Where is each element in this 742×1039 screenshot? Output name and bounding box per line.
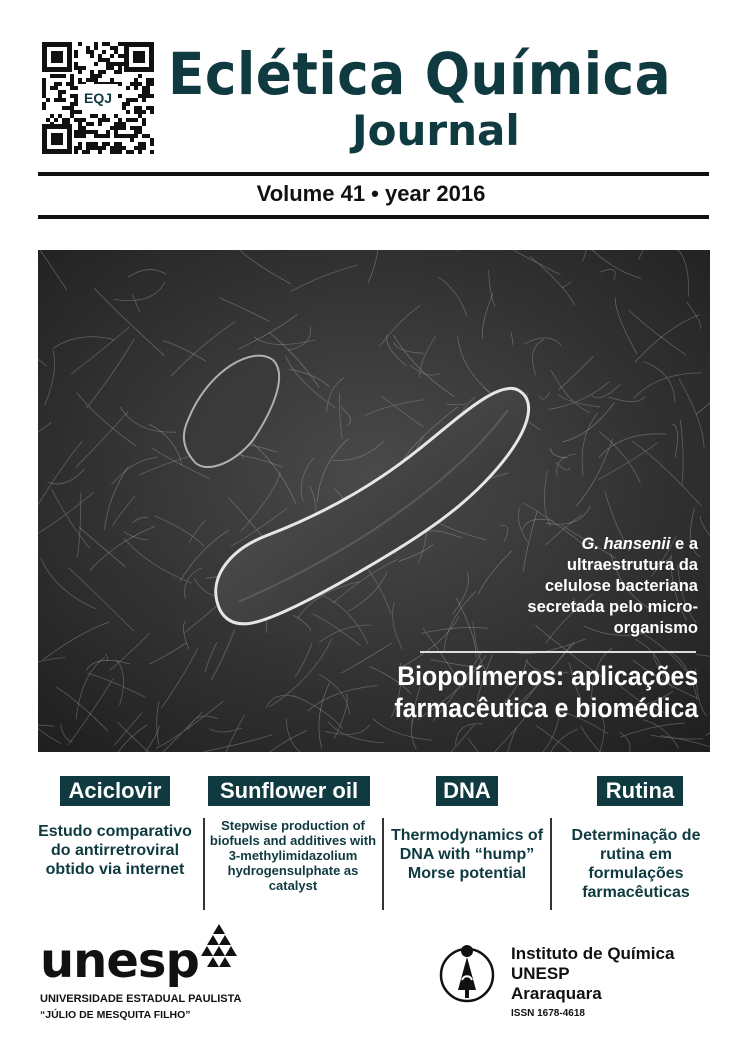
- column-divider: [550, 818, 552, 910]
- cover-divider: [420, 651, 696, 653]
- cover-caption: [438, 534, 698, 639]
- article-line: farmacêuticas: [582, 884, 690, 901]
- institute-emblem-icon: [438, 942, 496, 1004]
- institute-name: [511, 944, 674, 1004]
- article-dna-title: [384, 826, 550, 883]
- article-tag-rutina: Rutina: [597, 776, 683, 806]
- unesp-university-name: UNIVERSIDADE ESTADUAL PAULISTA: [40, 993, 242, 1005]
- caption-species: G. hansenii: [581, 535, 671, 553]
- article-line: Estudo comparativo: [38, 823, 192, 840]
- journal-subtitle: Journal: [352, 106, 520, 155]
- unesp-triangles-icon: [196, 922, 242, 968]
- article-line: Thermodynamics of: [390, 827, 544, 844]
- article-line: Morse potential: [407, 865, 527, 882]
- volume-year: Volume 41 • year 2016: [256, 181, 486, 206]
- institute-line: UNESP: [511, 964, 570, 983]
- article-line: do antirretroviral: [50, 842, 180, 859]
- article-line: DNA with “hump”: [399, 846, 535, 863]
- caption-line: secretada pelo micro-: [527, 598, 698, 616]
- caption-line: organismo: [613, 619, 698, 637]
- headline-line: Biopolímeros: aplicações: [397, 661, 698, 691]
- article-line: Stepwise production of: [221, 818, 365, 833]
- caption-line: celulose bacteriana: [544, 577, 698, 595]
- article-sunflower-title: [205, 818, 381, 893]
- article-aciclovir-title: [32, 822, 198, 879]
- institute-line: Instituto de Química: [511, 944, 675, 963]
- header-rule-top: [38, 172, 709, 176]
- qr-code: [40, 40, 156, 156]
- headline-line: farmacêutica e biomédica: [394, 693, 698, 723]
- cover-headline: [394, 660, 698, 724]
- cover-micrograph: [38, 250, 710, 752]
- issn-number: ISSN 1678-4618: [511, 1008, 585, 1019]
- header-rule-bottom: [38, 215, 709, 219]
- article-line: Determinação de: [571, 827, 701, 844]
- article-line: 3-methylimidazolium: [228, 848, 358, 863]
- article-tag-dna: DNA: [436, 776, 498, 806]
- unesp-university-motto: “JÚLIO DE MESQUITA FILHO”: [40, 1009, 191, 1021]
- qr-badge-text: EQJ: [83, 90, 113, 106]
- unesp-wordmark: unesp: [40, 933, 199, 989]
- article-line: formulações: [588, 865, 684, 882]
- journal-title: Eclética Química: [168, 40, 672, 108]
- article-line: rutina em: [599, 846, 672, 863]
- article-line: hydrogensulphate as: [227, 863, 359, 878]
- caption-conjunction: e a: [670, 535, 698, 553]
- article-line: biofuels and additives with: [209, 833, 377, 848]
- institute-line: Araraquara: [511, 984, 602, 1003]
- article-line: catalyst: [268, 878, 318, 893]
- article-rutina-title: [553, 826, 719, 902]
- article-tag-aciclovir: Aciclovir: [60, 776, 170, 806]
- caption-line: ultraestrutura da: [566, 556, 698, 574]
- article-tag-sunflower-oil: Sunflower oil: [208, 776, 370, 806]
- article-line: obtido via internet: [45, 861, 185, 878]
